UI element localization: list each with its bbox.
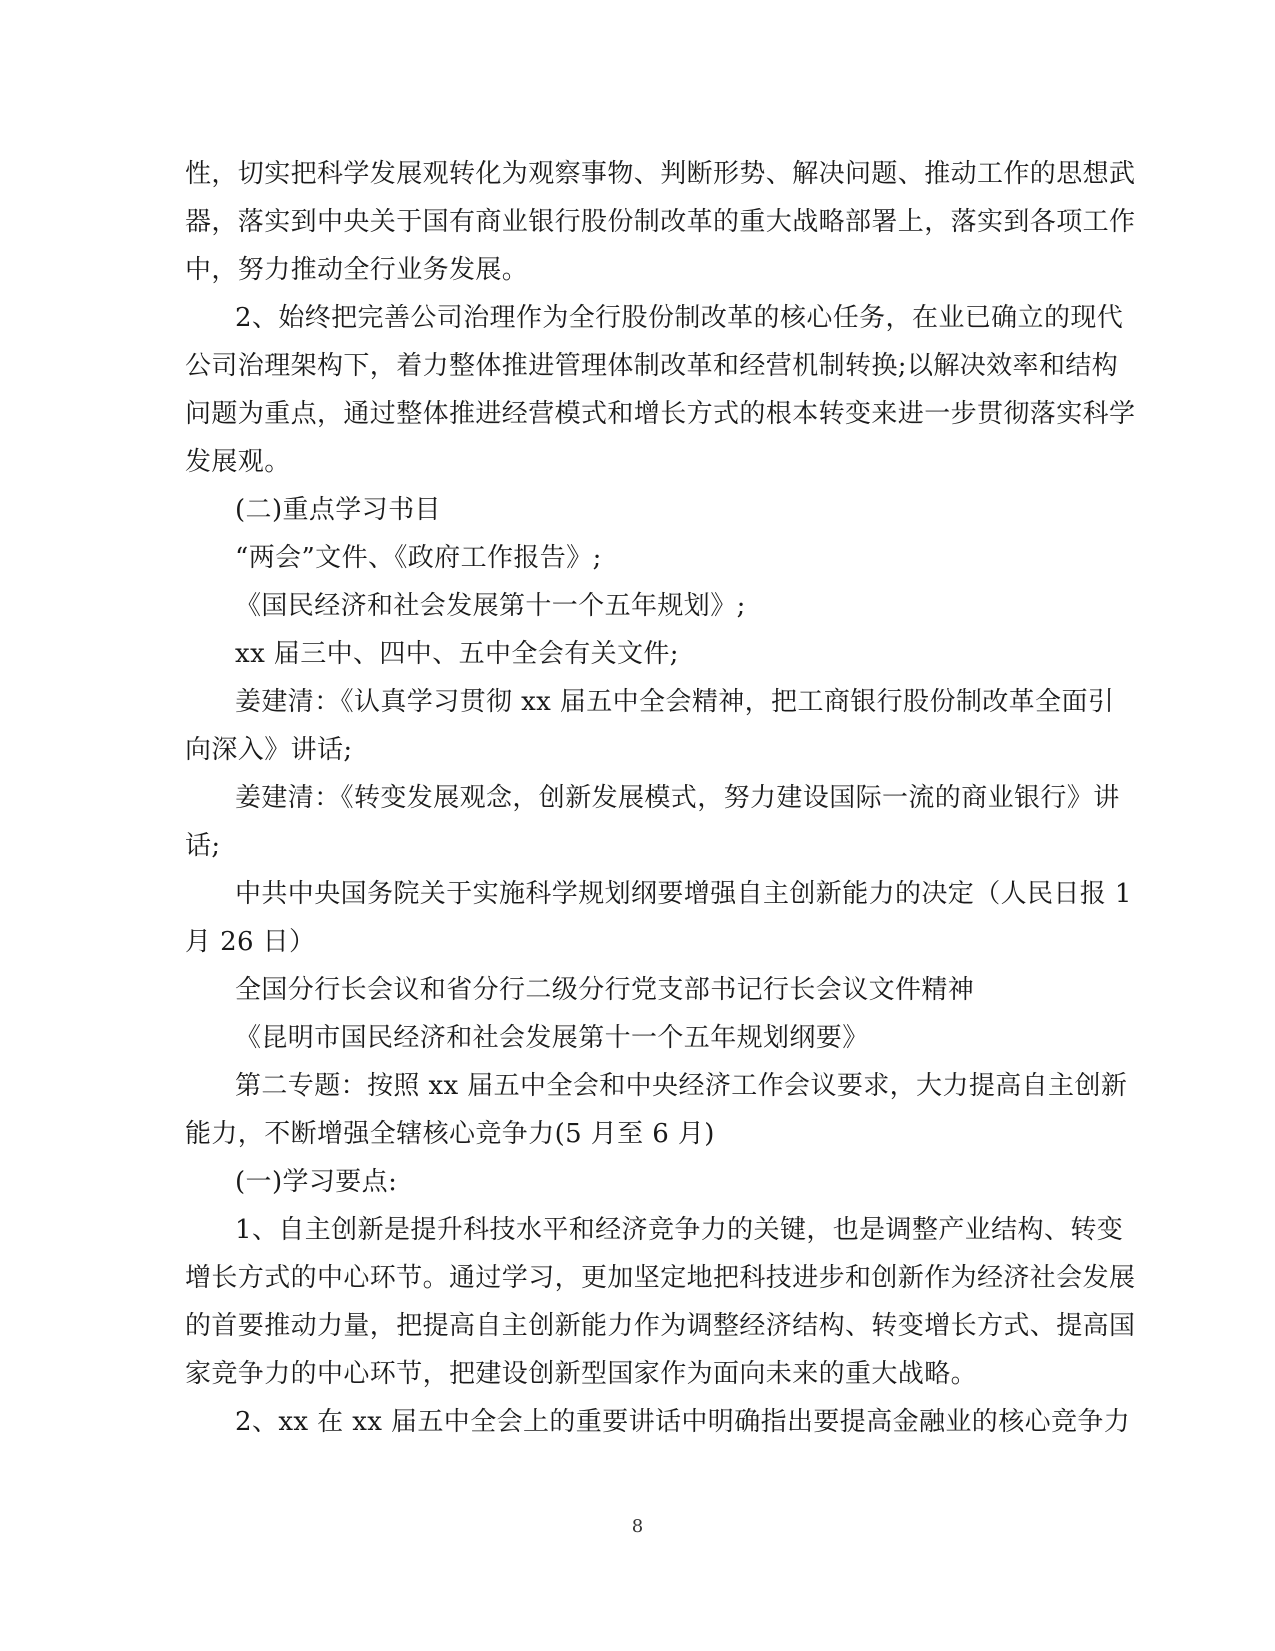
text-line: 发展观。 — [185, 447, 291, 477]
text-line: 全国分行长会议和省分行二级分行党支部书记行长会议文件精神 — [235, 975, 975, 1005]
text-line: 的首要推动力量，把提高自主创新能力作为调整经济结构、转变增长方式、提高国 — [185, 1311, 1136, 1341]
text-line: 1、自主创新是提升科技水平和经济竞争力的关键，也是调整产业结构、转变 — [235, 1215, 1124, 1245]
text-line: 器，落实到中央关于国有商业银行股份制改革的重大战略部署上，落实到各项工作 — [185, 207, 1136, 237]
text-line: 性，切实把科学发展观转化为观察事物、判断形势、解决问题、推动工作的思想武 — [185, 159, 1136, 189]
text-line: 2、始终把完善公司治理作为全行股份制改革的核心任务，在业已确立的现代 — [235, 303, 1124, 333]
text-line: 《昆明市国民经济和社会发展第十一个五年规划纲要》 — [235, 1023, 869, 1053]
section-heading: (一)学习要点: — [235, 1167, 398, 1197]
text-line: 月 26 日） — [185, 927, 316, 957]
section-heading: 第二专题：按照 xx 届五中全会和中央经济工作会议要求，大力提高自主创新 — [235, 1071, 1128, 1101]
text-line: “两会”文件、《政府工作报告》; — [235, 543, 602, 573]
text-line: 姜建清：《认真学习贯彻 xx 届五中全会精神，把工商银行股份制改革全面引 — [235, 687, 1115, 717]
page-number: 8 — [631, 1516, 644, 1537]
text-line: 公司治理架构下，着力整体推进管理体制改革和经营机制转换;以解决效率和结构 — [185, 351, 1119, 381]
body-text — [185, 150, 1136, 1446]
text-line: 增长方式的中心环节。通过学习，更加坚定地把科技进步和创新作为经济社会发展 — [185, 1263, 1136, 1293]
text-line: 问题为重点，通过整体推进经营模式和增长方式的根本转变来进一步贯彻落实科学 — [185, 399, 1136, 429]
text-line: 话; — [185, 831, 221, 861]
text-line: 2、xx 在 xx 届五中全会上的重要讲话中明确指出要提高金融业的核心竞争力 — [235, 1407, 1131, 1437]
text-line: 姜建清：《转变发展观念，创新发展模式，努力建设国际一流的商业银行》讲 — [235, 783, 1120, 813]
text-line: 中共中央国务院关于实施科学规划纲要增强自主创新能力的决定（人民日报 1 — [235, 879, 1132, 909]
text-line: 向深入》讲话; — [185, 735, 353, 765]
text-line: 能力，不断增强全辖核心竞争力(5 月至 6 月) — [185, 1119, 715, 1149]
text-line: 家竞争力的中心环节，把建设创新型国家作为面向未来的重大战略。 — [185, 1359, 978, 1389]
text-line: xx 届三中、四中、五中全会有关文件; — [235, 639, 679, 669]
section-heading: (二)重点学习书目 — [235, 495, 441, 525]
text-line: 《国民经济和社会发展第十一个五年规划》; — [235, 591, 746, 621]
text-line: 中，努力推动全行业务发展。 — [185, 255, 529, 285]
